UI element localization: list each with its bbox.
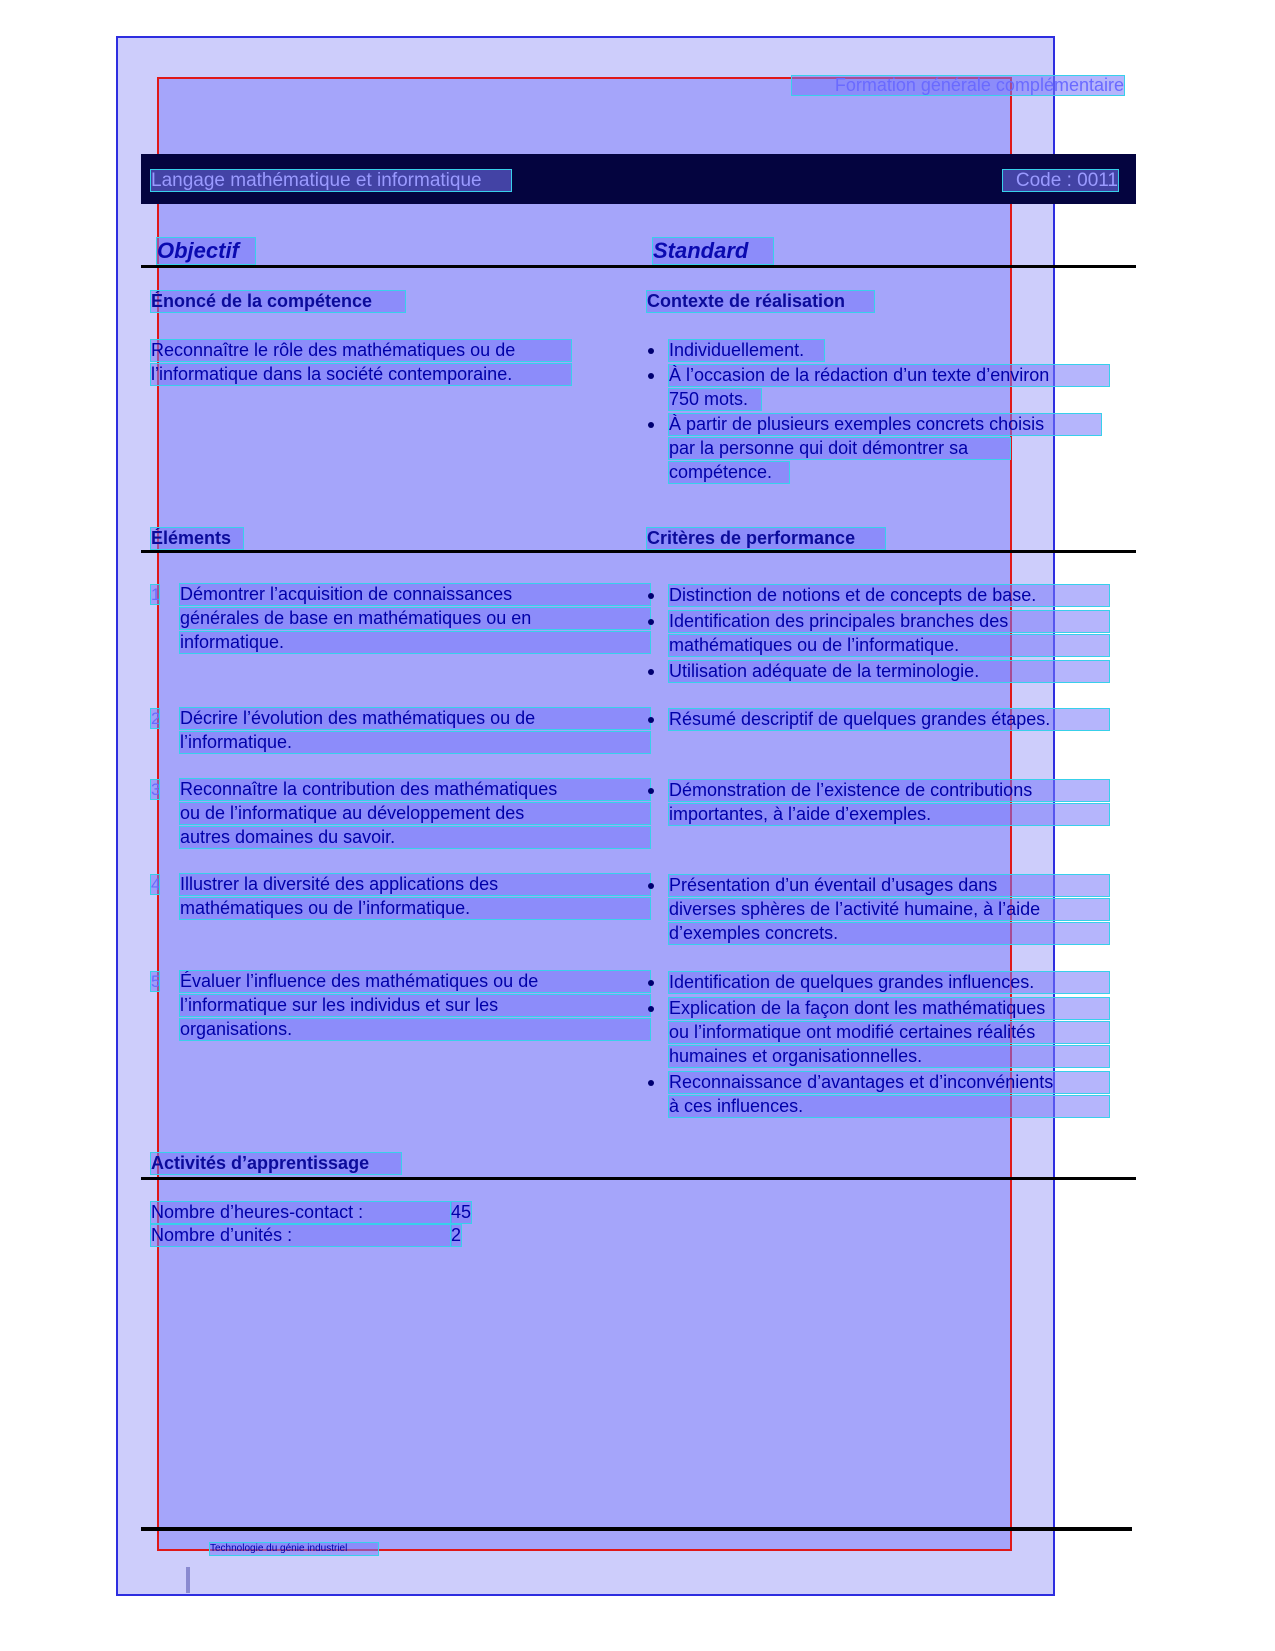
element-line: Illustrer la diversité des applications des [180,874,650,895]
bullet-icon [648,593,654,599]
element-line: Évaluer l’influence des mathématiques ou de [180,971,650,992]
bullet-icon [648,883,654,889]
element-number: 1 [151,585,161,604]
criterion-item-cont: importantes, à l’aide d’exemples. [669,804,1109,825]
standard-heading: Standard [653,238,773,264]
element-number: 3 [151,780,161,799]
bullet-icon [648,1006,654,1012]
criterion-item: Explication de la façon dont les mathématiques [669,998,1109,1019]
context-heading: Contexte de réalisation [647,291,874,312]
element-line: informatique. [180,632,650,653]
criterion-item-cont: diverses sphères de l’activité humaine, à l’aide [669,899,1109,920]
bullet-icon [648,788,654,794]
divider-activities [141,1177,1136,1180]
course-code: Code : 0011 [1003,170,1118,191]
criterion-item: Reconnaissance d’avantages et d’inconvénients [669,1072,1109,1093]
criterion-item: Résumé descriptif de quelques grandes étapes. [669,709,1109,730]
hours-label: Nombre d’heures-contact : [151,1202,451,1223]
context-item: Individuellement. [669,340,824,361]
element-line: Décrire l’évolution des mathématiques ou de [180,708,650,729]
activities-heading: Activités d’apprentissage [151,1153,401,1174]
program-name: Formation générale complémentaire [792,76,1124,95]
competence-line: l’informatique dans la société contemporaine. [151,364,571,385]
element-number: 2 [151,709,161,728]
bullet-icon [648,669,654,675]
criterion-item: Utilisation adéquate de la terminologie. [669,661,1109,682]
element-line: Démontrer l’acquisition de connaissances [180,584,650,605]
competence-line: Reconnaître le rôle des mathématiques ou de [151,340,571,361]
context-item-cont: par la personne qui doit démontrer sa [669,438,1010,459]
elements-heading: Éléments [151,528,243,549]
criterion-item-cont: mathématiques ou de l’informatique. [669,635,1109,656]
bullet-icon [648,373,654,379]
context-item: À l’occasion de la rédaction d’un texte d’environ [669,365,1109,386]
element-number: 4 [151,875,161,894]
criterion-item-cont: ou l’informatique ont modifié certaines réalités [669,1022,1109,1043]
units-label: Nombre d’unités : [151,1225,451,1246]
footer-mark [186,1567,190,1593]
criterion-item: Présentation d’un éventail d’usages dans [669,875,1109,896]
element-line: autres domaines du savoir. [180,827,650,848]
criterion-item: Identification des principales branches des [669,611,1109,632]
criterion-item-cont: d’exemples concrets. [669,923,1109,944]
criterion-item-cont: à ces influences. [669,1096,1109,1117]
criterion-item: Identification de quelques grandes influences. [669,972,1109,993]
criterion-item-cont: humaines et organisationnelles. [669,1046,1109,1067]
element-line: générales de base en mathématiques ou en [180,608,650,629]
bullet-icon [648,980,654,986]
units-value: 2 [451,1225,462,1245]
criterion-item: Démonstration de l’existence de contributions [669,780,1109,801]
element-line: l’informatique. [180,732,650,753]
element-number: 5 [151,972,161,991]
element-line: organisations. [180,1019,650,1040]
bullet-icon [648,422,654,428]
element-line: mathématiques ou de l’informatique. [180,898,650,919]
hours-value: 45 [451,1202,472,1222]
context-item: À partir de plusieurs exemples concrets choisis [669,414,1101,435]
bullet-icon [648,348,654,354]
course-title: Langage mathématique et informatique [151,170,511,191]
divider-objective [141,265,1136,268]
context-item-cont: 750 mots. [669,389,761,410]
context-item-cont: compétence. [669,462,789,483]
criterion-item: Distinction de notions et de concepts de base. [669,585,1109,606]
bullet-icon [648,1080,654,1086]
footer-text: Technologie du génie industriel [210,1543,378,1555]
element-line: ou de l’informatique au développement des [180,803,650,824]
bullet-icon [648,717,654,723]
objective-heading: Objectif [157,238,255,264]
divider-elements [141,550,1136,553]
element-line: Reconnaître la contribution des mathématiques [180,779,650,800]
competence-heading: Énoncé de la compétence [151,291,405,312]
element-line: l’informatique sur les individus et sur les [180,995,650,1016]
criteria-heading: Critères de performance [647,528,885,549]
footer-divider [141,1527,1132,1531]
bullet-icon [648,619,654,625]
